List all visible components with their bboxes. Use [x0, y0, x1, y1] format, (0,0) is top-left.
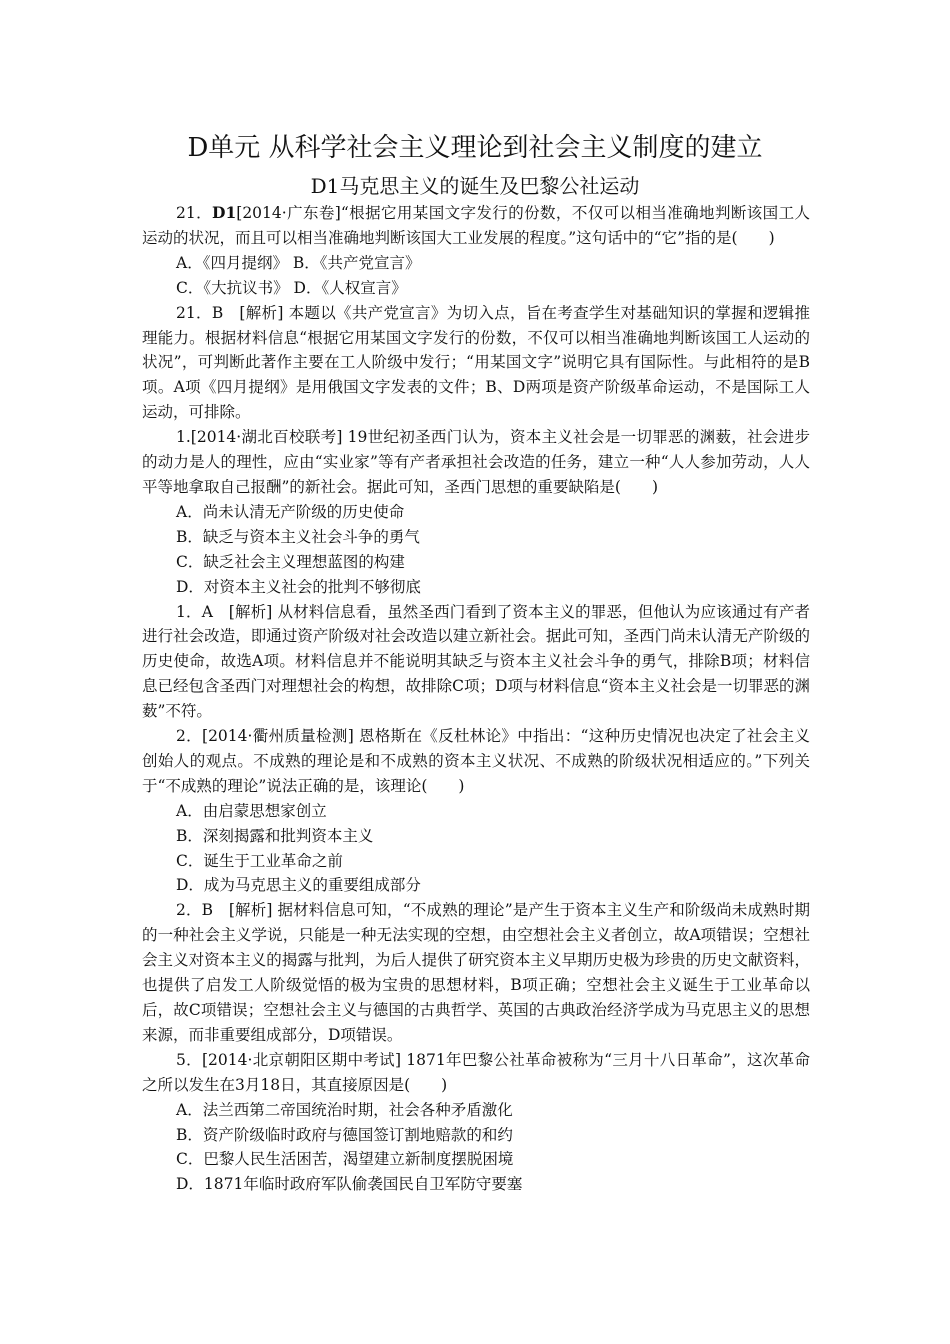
- question-option: B．资产阶级临时政府与德国签订割地赔款的和约: [176, 1125, 513, 1144]
- question-text: [2014·衢州质量检测] 恩格斯在《反杜林论》中指出：“这种历史情况也决定了社会主义创始人的观点。不成熟的理论是和不成熟的资本主义状况、不成熟的阶级状况相适应的。”下列关于“不成熟的理论”说法正确的是，该理论( ): [142, 727, 810, 795]
- question-option: A．尚未认清无产阶级的历史使命: [176, 502, 405, 521]
- question-option: B．缺乏与资本主义社会斗争的勇气: [176, 527, 420, 546]
- question-option: D．对资本主义社会的批判不够彻底: [176, 577, 421, 596]
- question-2-analysis: [142, 898, 810, 1047]
- answer-head: 1．A: [176, 602, 229, 621]
- analysis-label: [解析]: [228, 602, 273, 621]
- question-option: C．诞生于工业革命之前: [176, 851, 343, 870]
- question-number: 1.: [176, 428, 191, 447]
- answer-head: 21．B: [176, 303, 240, 322]
- answer-head: 2．B: [176, 901, 229, 920]
- section-subtitle: D1马克思主义的诞生及巴黎公社运动: [310, 174, 640, 198]
- analysis-text: 据材料信息可知，“不成熟的理论”是产生于资本主义生产和阶级尚未成熟时期的一种社会主义学说，只能是一种无法实现的空想，由空想社会主义者创立，故A项错误；空想社会主义对资本主义的揭露与批判，为后人提供了研究资本主义早期历史极为珍贵的历史文献资料，也提供了启发工人阶级觉悟的极为宝贵的思想材料，B项正确；空想社会主义诞生于工业革命以后，故C项错误；空想社会主义与德国的古典哲学、英国的古典政治经济学成为马克思主义的思想来源，而非重要组成部分，D项错误。: [142, 901, 810, 1044]
- question-text: [2014·北京朝阳区期中考试] 1871年巴黎公社革命被称为“三月十八日革命”，这次革命之所以发生在3月18日，其直接原因是( ): [142, 1050, 810, 1094]
- question-5-stem: [142, 1048, 810, 1098]
- question-option: A．法兰西第二帝国统治时期，社会各种矛盾激化: [176, 1100, 513, 1119]
- question-option: C．《大抗议书》 D．《人权宣言》: [176, 278, 407, 297]
- question-21-stem: [142, 201, 810, 251]
- question-option: D．1871年临时政府军队偷袭国民自卫军防守要塞: [176, 1175, 523, 1194]
- question-number: 21．: [176, 204, 213, 222]
- question-tag: D1: [212, 203, 237, 222]
- unit-title: D单元 从科学社会主义理论到社会主义制度的建立: [187, 133, 763, 163]
- question-text: [2014·湖北百校联考] 19世纪初圣西门认为，资本主义社会是一切罪恶的渊薮，社会进步的动力是人的理性，应由“实业家”等有产者承担社会改造的任务，建立一种“人人参加劳动，人人平等地拿取自己报酬”的新社会。据此可知，圣西门思想的重要缺陷是( ): [142, 428, 810, 496]
- question-number: 2．: [176, 727, 203, 746]
- question-21-analysis: [142, 301, 810, 426]
- analysis-label: [解析]: [228, 901, 273, 920]
- analysis-label: [解析]: [239, 303, 284, 322]
- question-option: D．成为马克思主义的重要组成部分: [176, 876, 421, 895]
- question-text: [2014·广东卷]“根据它用某国文字发行的份数，不仅可以相当准确地判断该国工人运动的状况，而且可以相当准确地判断该国大工业发展的程度。”这句话中的“它”指的是( ): [142, 204, 810, 247]
- question-option: C．缺乏社会主义理想蓝图的构建: [176, 552, 405, 571]
- question-option: A．由启蒙思想家创立: [176, 801, 327, 820]
- question-1-stem: [142, 425, 810, 500]
- question-number: 5．: [176, 1050, 202, 1069]
- question-option: B．深刻揭露和批判资本主义: [176, 826, 374, 845]
- document-body: [142, 201, 810, 1197]
- question-1-analysis: [142, 600, 810, 725]
- question-2-stem: [142, 724, 810, 799]
- analysis-text: 本题以《共产党宣言》为切入点，旨在考查学生对基础知识的掌握和逻辑推理能力。根据材料信息“根据它用某国文字发行的份数，不仅可以相当准确地判断该国工人运动的状况”，可判断此著作主要在工人阶级中发行；“用某国文字”说明它具有国际性。与此相符的是B项。A项《四月提纲》是用俄国文字发表的文件；B、D两项是资产阶级革命运动，不是国际工人运动，可排除。: [142, 303, 810, 422]
- question-option: C．巴黎人民生活困苦，渴望建立新制度摆脱困境: [176, 1150, 514, 1169]
- question-option: A．《四月提纲》 B．《共产党宣言》: [176, 253, 421, 272]
- analysis-text: 从材料信息看，虽然圣西门看到了资本主义的罪恶，但他认为应该通过有产者进行社会改造，即通过资产阶级对社会改造以建立新社会。据此可知，圣西门尚未认清无产阶级的历史使命，故选A项。材料信息并不能说明其缺乏与资本主义社会斗争的勇气，排除B项；材料信息已经包含圣西门对理想社会的构想，故排除C项；D项与材料信息“资本主义社会是一切罪恶的渊薮”不符。: [142, 602, 810, 721]
